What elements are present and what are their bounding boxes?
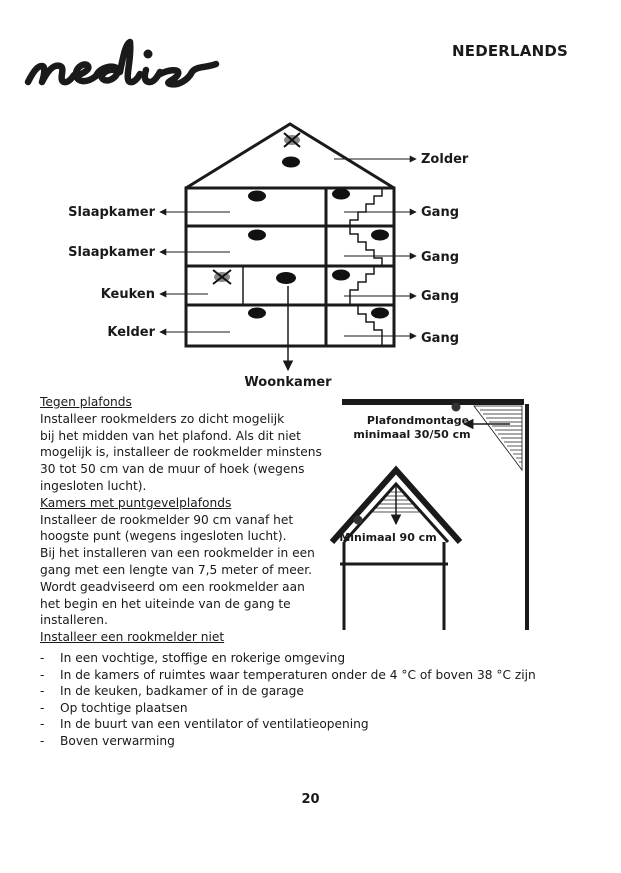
text-line: ingesloten lucht). <box>40 478 147 493</box>
label-bedroom-1: Slaapkamer <box>68 205 155 220</box>
list-item: - Boven verwarming <box>40 733 600 750</box>
text-line: Bij het installeren van een rookmelder in een <box>40 546 315 561</box>
page-number: 20 <box>301 792 320 807</box>
crossed-detector-attic <box>284 133 300 147</box>
section-heading-gable: Kamers met puntgevelplafonds <box>40 495 232 510</box>
label-living-room: Woonkamer <box>244 375 332 390</box>
house-placement-diagram <box>0 100 621 400</box>
list-item: - In een vochtige, stoffige en rokerige omgeving <box>40 650 600 667</box>
text-line: gang met een lengte van 7,5 meter of meer. <box>40 562 312 577</box>
text-line: het begin en het uiteinde van de gang te <box>40 596 291 611</box>
text-line: mogelijk is, installeer de rookmelder minstens <box>40 445 322 460</box>
attic-roof <box>186 124 394 188</box>
smoke-detector <box>332 189 350 200</box>
smoke-detector <box>248 191 266 202</box>
text-line: Wordt geadviseerd om een rookmelder aan <box>40 579 305 594</box>
text-line: hoogste punt (wegens ingesloten lucht). <box>40 529 287 544</box>
list-item: - In de kamers of ruimtes waar temperaturen onder de 4 °C of boven 38 °C zijn <box>40 667 600 684</box>
list-item: - In de buurt van een ventilator of ventilatieopening <box>40 716 600 733</box>
label-kitchen: Keuken <box>100 287 155 302</box>
smoke-detector <box>371 308 389 319</box>
text-line: 30 tot 50 cm van de muur of hoek (wegens <box>40 462 305 477</box>
label-hallway-3: Gang <box>421 289 460 304</box>
smoke-detector <box>354 516 363 525</box>
do-not-install-list <box>40 650 600 750</box>
smoke-detector <box>248 230 266 241</box>
text-line: Installeer rookmelders zo dicht mogelijk <box>40 411 285 426</box>
label-hallway-1: Gang <box>421 205 460 220</box>
label-bedroom-2: Slaapkamer <box>68 245 155 260</box>
smoke-detector <box>282 157 300 168</box>
language-label: NEDERLANDS <box>452 42 569 60</box>
flat-ceiling-label-2: minimaal 30/50 cm <box>353 428 471 441</box>
smoke-detector <box>332 270 350 281</box>
instruction-text <box>40 394 330 646</box>
text-line: installeren. <box>40 613 108 628</box>
text-line: bij het midden van het plafond. Als dit niet <box>40 428 301 443</box>
smoke-detector <box>248 308 266 319</box>
smoke-detector <box>452 403 461 412</box>
nedis-logo <box>20 30 220 100</box>
section-heading-do-not-install: Installeer een rookmelder niet <box>40 630 225 645</box>
list-item: - In de keuken, badkamer of in de garage <box>40 683 600 700</box>
crossed-detector-kitchen <box>213 270 231 284</box>
text-line: Installeer de rookmelder 90 cm vanaf het <box>40 512 294 527</box>
gable-ceiling-label: Minimaal 90 cm <box>339 531 437 544</box>
ceiling-placement-diagram <box>330 390 540 640</box>
smoke-detector <box>371 230 389 241</box>
list-item: - Op tochtige plaatsen <box>40 700 600 717</box>
label-basement: Kelder <box>107 325 155 340</box>
section-heading-ceilings: Tegen plafonds <box>40 395 132 409</box>
label-attic: Zolder <box>421 152 469 167</box>
label-hallway-2: Gang <box>421 250 460 265</box>
smoke-detector <box>276 272 296 284</box>
label-hallway-4: Gang <box>421 331 460 346</box>
flat-ceiling-label-1: Plafondmontage <box>366 414 470 427</box>
